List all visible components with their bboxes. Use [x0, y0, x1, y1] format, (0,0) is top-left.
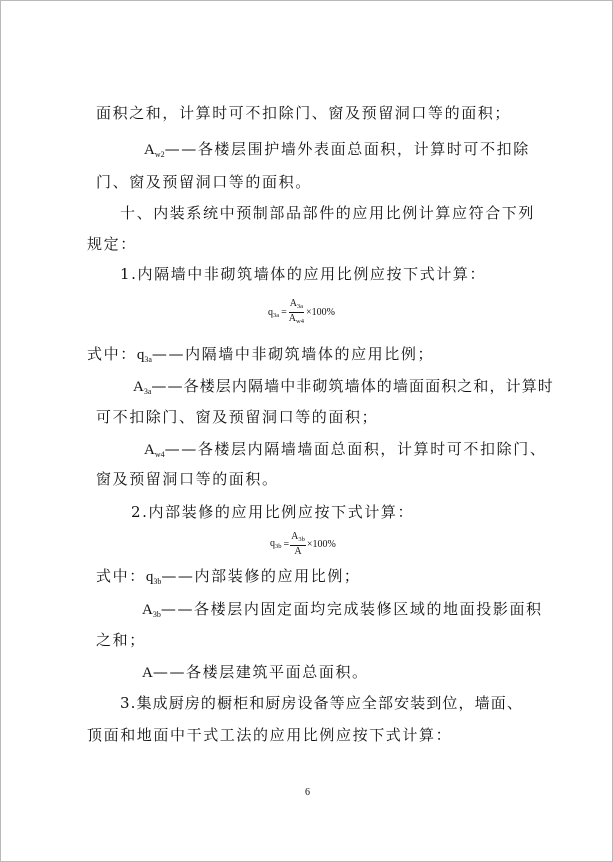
symbol-a: A: [144, 142, 155, 158]
formula-subscript: w4: [296, 318, 304, 325]
symbol-q: q: [136, 347, 145, 363]
formula-denominator: [293, 546, 302, 557]
formula-symbol: q: [268, 306, 273, 318]
formula-q3b: [270, 531, 336, 557]
formula-symbol: A: [291, 531, 299, 542]
prefix-label: 式中：: [96, 567, 146, 585]
formula-subscript: 3b: [298, 536, 305, 543]
formula-symbol: A: [289, 298, 297, 309]
formula-fraction: [288, 298, 305, 327]
formula-symbol: A: [294, 546, 302, 557]
item-heading: 1.内隔墙中非砌筑墙体的应用比例应按下式计算：: [120, 265, 487, 283]
subscript-w2: w2: [154, 150, 165, 159]
symbol-q: q: [145, 569, 154, 585]
symbol-a: A: [144, 442, 155, 458]
formula-denominator: [288, 313, 305, 327]
item-heading: 3.集成厨房的橱柜和厨房设备等应全部安装到位，墙面、: [120, 694, 523, 712]
definition-aw2: [144, 140, 530, 164]
formula-numerator: [289, 298, 304, 313]
item-heading: 2.内部装修的应用比例应按下式计算：: [131, 503, 415, 521]
text-fragment: ——各楼层内隔墙中非砌筑墙体的墙面面积之和，计算时: [151, 377, 554, 395]
text-line: 面积之和，计算时可不扣除门、窗及预留洞口等的面积；: [96, 104, 512, 122]
text-line: 顶面和地面中干式工法的应用比例应按下式计算：: [87, 726, 453, 744]
text-line: 窗及预留洞口等的面积。: [96, 470, 279, 488]
subscript-w4: w4: [154, 450, 165, 459]
symbol-a: A: [142, 665, 153, 681]
text-fragment: ——内部装修的应用比例；: [161, 567, 361, 585]
text-fragment: ——各楼层围护墙外表面总面积，计算时可不扣除: [164, 140, 530, 158]
text-line: 规定：: [87, 235, 137, 253]
text-line: 可不扣除门、窗及预留洞口等的面积；: [96, 408, 379, 426]
page-number: 6: [305, 787, 310, 798]
text-fragment: ——内隔墙中非砌筑墙体的应用比例；: [151, 345, 435, 363]
definition-a3a: [133, 377, 554, 401]
definition-q3a: [87, 345, 434, 369]
formula-lhs: [268, 307, 279, 319]
formula-fraction: [290, 531, 306, 557]
formula-lhs: [270, 538, 282, 550]
definition-aw4: [144, 440, 546, 464]
formula-equals: =: [283, 538, 290, 550]
formula-symbol: A: [288, 313, 297, 324]
formula-q3a: [268, 298, 335, 327]
subscript-3a: 3a: [144, 355, 152, 364]
section-heading: 十、内装系统中预制部品部件的应用比例计算应符合下列: [120, 204, 536, 222]
text-line: 之和；: [96, 631, 146, 649]
prefix-label: 式中：: [87, 345, 137, 363]
text-fragment: ——各楼层内隔墙墙面总面积，计算时可不扣除门、: [164, 440, 547, 458]
definition-q3b: [96, 567, 361, 591]
symbol-a: A: [133, 379, 144, 395]
text-fragment: ——各楼层建筑平面总面积。: [152, 663, 369, 681]
formula-subscript: 3a: [273, 311, 280, 319]
subscript-3b: 3b: [153, 577, 162, 586]
formula-numerator: [290, 531, 306, 546]
formula-symbol: q: [270, 538, 275, 549]
symbol-a: A: [142, 602, 153, 618]
text-fragment: ——各楼层内固定面均完成装修区域的地面投影面积: [160, 600, 543, 618]
text-line: 门、窗及预留洞口等的面积。: [96, 173, 312, 191]
definition-a3b: [142, 600, 543, 624]
formula-subscript: 3b: [275, 543, 282, 550]
formula-multiplier: ×100%: [305, 307, 335, 318]
subscript-3b: 3b: [152, 610, 161, 619]
subscript-3a: 3a: [143, 387, 152, 396]
formula-equals: =: [281, 307, 287, 318]
definition-a: [142, 663, 369, 682]
formula-multiplier: ×100%: [306, 538, 336, 550]
formula-subscript: 3a: [296, 303, 304, 310]
